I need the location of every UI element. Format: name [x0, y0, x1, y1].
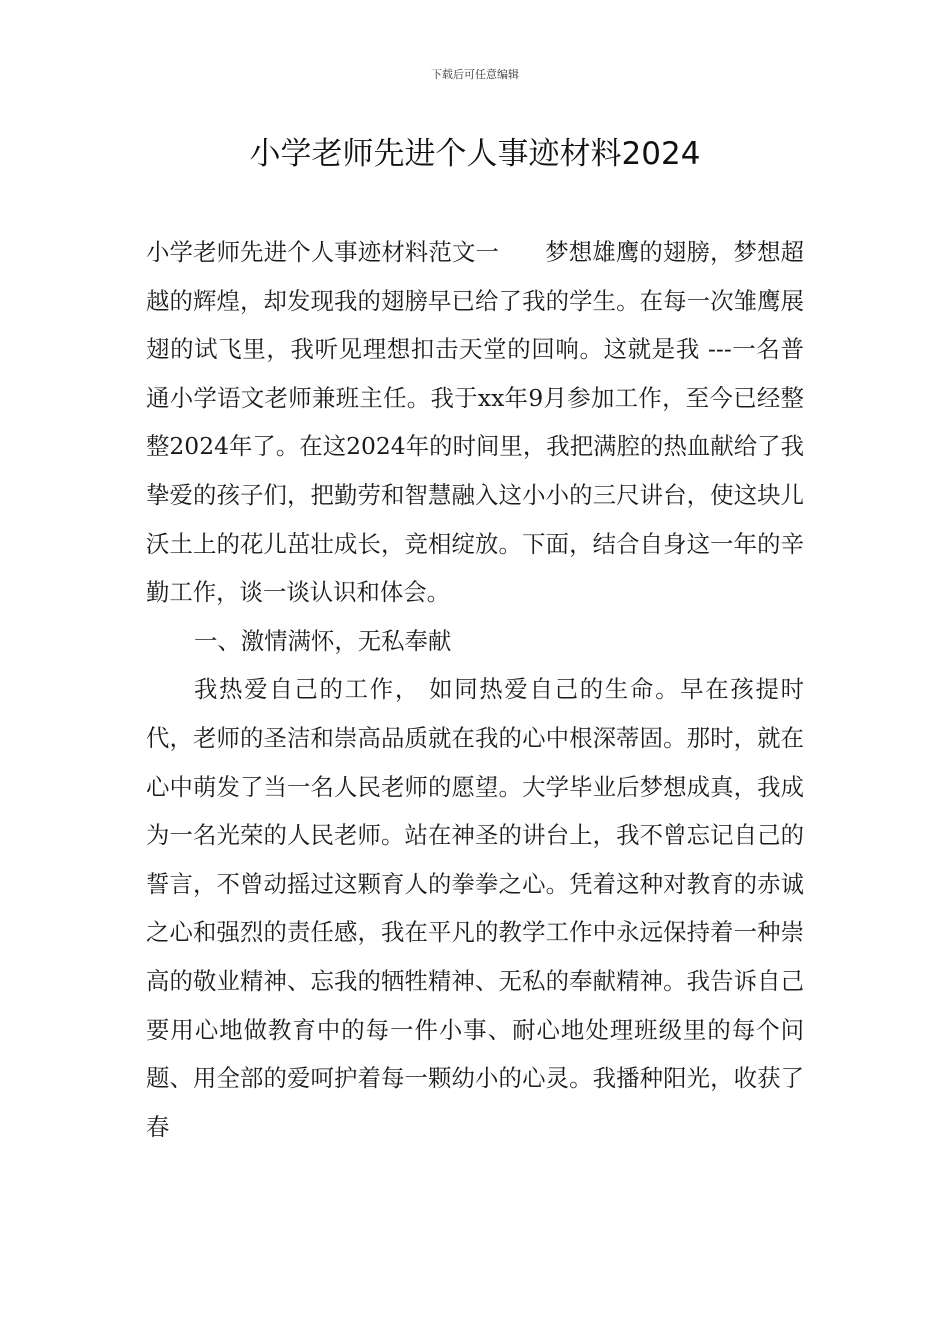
header-note: 下载后可任意编辑 [431, 68, 519, 81]
intro-text: 梦想雄鹰的翅膀，梦想超越的辉煌，却发现我的翅膀早已给了我的学生。在每一次雏鹰展翅的试飞里，我听见理想扣击天堂的回响。这就是我 ---一名普通小学语文老师兼班主任。我于xx年9月参加工作，至今已经整整2024年了。在这2024年的时间里，我把满腔的热血献给了我挚爱的孩子们，把勤劳和智慧融入这小小的三尺讲台，使这块儿沃土上的花儿茁壮成长，竞相绽放。下面，结合自身这一年的辛勤工作，谈一谈认识和体会。 [146, 238, 805, 607]
intro-paragraph [146, 228, 804, 617]
document-body [146, 228, 804, 1151]
section-paragraph: 我热爱自己的工作， 如同热爱自己的生命。早在孩提时代，老师的圣洁和崇高品质就在我的心中根深蒂固。那时，就在心中萌发了当一名人民老师的愿望。大学毕业后梦想成真，我成为一名光荣的人民老师。站在神圣的讲台上，我不曾忘记自己的誓言，不曾动摇过这颗育人的拳拳之心。凭着这种对教育的赤诚之心和强烈的责任感，我在平凡的教学工作中永远保持着一种崇高的敬业精神、忘我的牺牲精神、无私的奉献精神。我告诉自己要用心地做教育中的每一件小事、耐心地处理班级里的每个问题、用全部的爱呵护着每一颗幼小的心灵。我播种阳光，收获了春 [146, 675, 804, 1141]
intro-label: 小学老师先进个人事迹材料范文一 [146, 238, 500, 266]
document-title: 小学老师先进个人事迹材料2024 [249, 136, 701, 172]
section-heading: 一、激情满怀，无私奉献 [194, 626, 452, 655]
